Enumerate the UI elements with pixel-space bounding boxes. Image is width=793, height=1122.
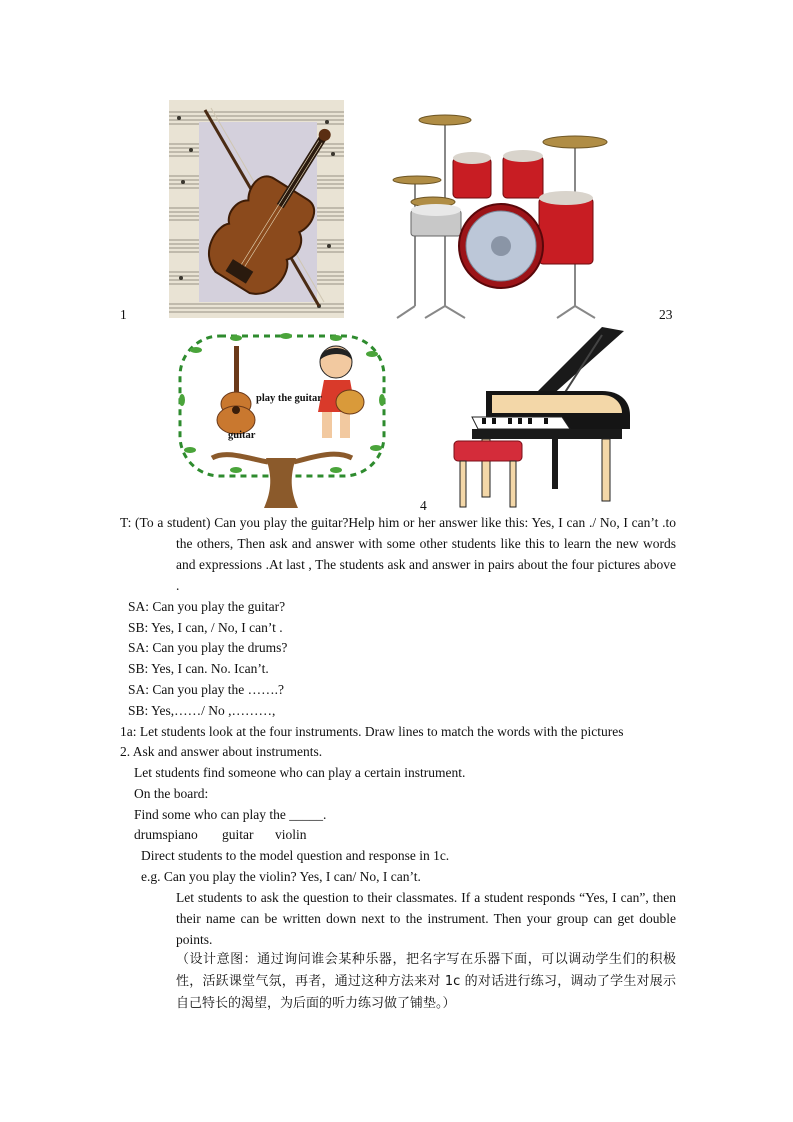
dialogue-line: SA: Can you play the drums? <box>128 640 288 655</box>
dialogue-line: SA: Can you play the guitar? <box>128 599 286 614</box>
teacher-instruction: T: (To a student) Can you play the guitar?Help him or her answer like this: Yes, I can ./ No, I can’t .to the others, Then ask and answer with some other students like this to learn the new words and expressions .At last , The students ask and answer in pairs about the four pictures above . <box>120 515 676 593</box>
step-2-example: e.g. Can you play the violin? Yes, I can/ No, I can’t. <box>141 869 421 884</box>
guitar-card-word-label: guitar <box>228 430 256 441</box>
step-2-heading: 2. Ask and answer about instruments. <box>120 744 323 759</box>
piano-picture <box>452 325 632 510</box>
step-2-line: Find some who can play the _____. <box>134 807 327 822</box>
step-2-line: On the board: <box>134 786 209 801</box>
design-intent: （设计意图：通过询问谁会某种乐器，把名字写在乐器下面，可以调动学生们的积极性，活跃课堂气氛，再者，通过这种方法来对 1c 的对话进行练习，调动了学生对展示自己特长的渴望，为后面的听力练习做了铺垫。） <box>176 952 676 1011</box>
dialogue-line: SA: Can you play the …….? <box>128 682 284 697</box>
dialogue-line: SB: Yes, I can, / No, I can’t . <box>128 620 283 635</box>
board-word: violin <box>275 827 307 842</box>
image-label-1: 1 <box>120 307 127 322</box>
guitar-picture <box>176 330 388 508</box>
board-word: drumspiano <box>134 827 198 842</box>
drums-picture <box>385 106 617 320</box>
guitar-card-play-label: play the guitar <box>256 393 322 404</box>
step-2-paragraph: Let students to ask the question to their classmates. If a student responds “Yes, I can”, then their name can be written down next to the instrument. Then your group can get double points. <box>176 890 676 947</box>
board-word: guitar <box>222 827 254 842</box>
image-label-23: 23 <box>659 307 673 322</box>
step-2-direct: Direct students to the model question and response in 1c. <box>141 848 450 863</box>
dialogue-line: SB: Yes, I can. No. Ican’t. <box>128 661 269 676</box>
step-2-line: Let students find someone who can play a certain instrument. <box>134 765 466 780</box>
violin-picture <box>169 100 344 318</box>
image-label-4: 4 <box>420 498 427 513</box>
dialogue-line: SB: Yes,……/ No ,………, <box>128 703 276 718</box>
step-1a: 1a: Let students look at the four instruments. Draw lines to match the words with the pictures <box>120 724 624 739</box>
